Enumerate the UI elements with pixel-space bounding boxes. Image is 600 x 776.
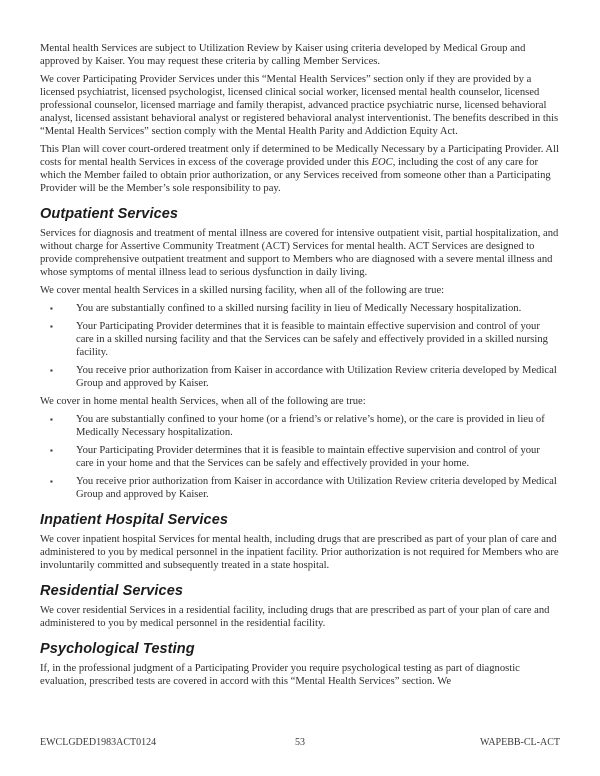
snf-bullet-list xyxy=(40,302,560,390)
page-content xyxy=(40,0,560,688)
bullet-text: You receive prior authorization from Kaiser in accordance with Utilization Review criteria developed by Medical Group and approved by Kaiser. xyxy=(76,365,557,389)
paragraph-psychological: If, in the professional judgment of a Participating Provider you require psychological testing as part of diagnostic evaluation, prescribed tests are covered in accord with this “Mental Health Services” section. We xyxy=(40,663,520,687)
section-heading-psychological-testing: Psychological Testing xyxy=(40,641,195,657)
bullet-icon: ▪ xyxy=(50,415,53,424)
bullet-text: Your Participating Provider determines that it is feasible to maintain effective supervision and control of your care in your home and that the Services can be safely and effectively provided in your home. xyxy=(76,445,540,469)
paragraph-outpatient-act: Services for diagnosis and treatment of mental illness are covered for intensive outpatient visit, partial hospitalization, and without charge for Assertive Community Treatment (ACT) Services for mental health. ACT Services are designed to provide comprehensive outpatient treatment and support to Members who are diagnosed with a severe mental illness and whose symptoms of mental illness lead to serious dysfunction in daily living. xyxy=(40,228,559,278)
bullet-text: You receive prior authorization from Kaiser in accordance with Utilization Review criteria developed by Medical Group and approved by Kaiser. xyxy=(76,476,557,500)
paragraph-inpatient: We cover inpatient hospital Services for mental health, including drugs that are prescribed as part of your plan of care and administered to you by medical personnel in the inpatient facility. Prior authorization is not required for Members who are involuntarily committed and subsequently treated in a state hospital. xyxy=(40,534,559,571)
section-heading-inpatient-hospital-services: Inpatient Hospital Services xyxy=(40,512,229,528)
bullet-item xyxy=(40,302,560,315)
bullet-item xyxy=(40,475,560,501)
paragraph-court-ordered xyxy=(40,143,560,195)
section-heading-residential-services: Residential Services xyxy=(40,583,184,599)
bullet-icon: ▪ xyxy=(50,446,53,455)
bullet-icon: ▪ xyxy=(50,477,53,486)
section-heading-outpatient-services: Outpatient Services xyxy=(40,206,179,222)
paragraph-home-intro: We cover in home mental health Services, when all of the following are true: xyxy=(40,396,366,407)
bullet-icon: ▪ xyxy=(50,366,53,375)
paragraph-snf-intro: We cover mental health Services in a skilled nursing facility, when all of the following are true: xyxy=(40,285,445,296)
footer-document-code: EWCLGDED1983ACT0124 xyxy=(40,737,157,748)
paragraph-court-ordered-start: This Plan will cover court-ordered treatment only if determined to be Medically Necessary by a Participating Provider. All costs for mental health Services in excess of the coverage provided under this xyxy=(40,144,559,168)
paragraph-provider-requirements: We cover Participating Provider Services under this “Mental Health Services” section only if they are provided by a licensed psychiatrist, licensed psychologist, licensed clinical social worker, licensed mental health counselor, licensed professional counselor, licensed marriage and family therapist, advanced practice psychiatric nurse, licensed behavioral analyst, licensed assistant behavioral analyst or registered behavioral analyst interventionist. The benefits described in this “Mental Health Services” section comply with the Mental Health Parity and Addiction Equity Act. xyxy=(40,74,559,137)
paragraph-residential: We cover residential Services in a residential facility, including drugs that are prescribed as part of your plan of care and administered to you by medical personnel in the residential facility. xyxy=(40,605,550,629)
paragraph-court-ordered-end: , including the cost of any care for which the Member failed to obtain prior authorization, or any Services received from someone other than a Participating Provider will be the Member’s sole responsibility to pay. xyxy=(40,157,551,194)
eoc-abbreviation: EOC xyxy=(371,157,393,168)
footer-form-code: WAPEBB-CL-ACT xyxy=(479,737,560,748)
bullet-item xyxy=(40,413,560,439)
bullet-text: You are substantially confined to your home (or a friend’s or relative’s home), or the care is provided in lieu of Medically Necessary hospitalization. xyxy=(76,414,545,438)
home-bullet-list xyxy=(40,413,560,501)
bullet-text: You are substantially confined to a skilled nursing facility in lieu of Medically Necessary hospitalization. xyxy=(76,303,522,314)
bullet-icon: ▪ xyxy=(50,304,53,313)
bullet-item xyxy=(40,444,560,470)
bullet-text: Your Participating Provider determines that it is feasible to maintain effective supervision and control of your care in a skilled nursing facility and that the Services can be safely and effectively provided in a skilled nursing facility. xyxy=(76,321,548,358)
page-footer xyxy=(40,737,560,749)
footer-page-number: 53 xyxy=(294,737,305,748)
paragraph-utilization-review: Mental health Services are subject to Utilization Review by Kaiser using criteria developed by Medical Group and approved by Kaiser. You may request these criteria by calling Member Services. xyxy=(40,43,526,67)
bullet-item xyxy=(40,320,560,359)
bullet-item xyxy=(40,364,560,390)
bullet-icon: ▪ xyxy=(50,322,53,331)
